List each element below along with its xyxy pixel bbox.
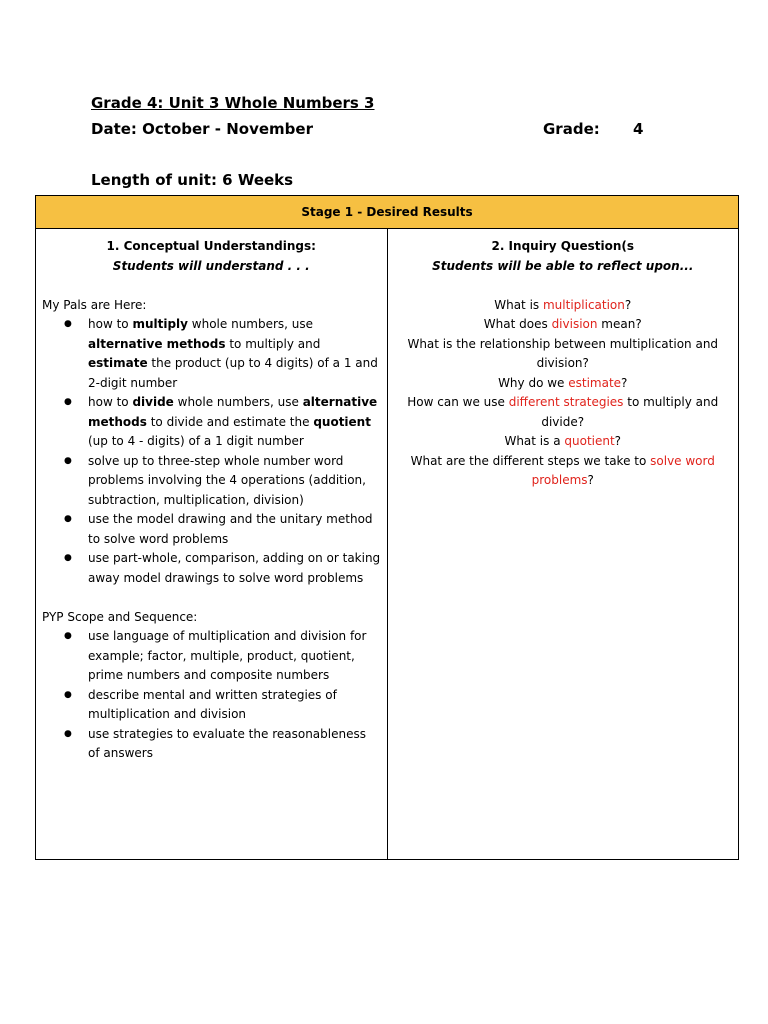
question-item: What is multiplication? [494,297,632,312]
inquiry-questions-cell [387,229,739,860]
conceptual-heading: 1. Conceptual Understandings: [106,239,316,253]
inquiry-heading-block [398,237,729,276]
conceptual-understandings-cell [36,229,388,860]
date-line: Date: October - November [91,120,313,138]
unit-plan-table [35,195,739,860]
list-item: ● use strategies to evaluate the reasonableness of answers [88,725,381,764]
section-label-my-pals: My Pals are Here: [42,297,147,312]
conceptual-subheading: Students will understand . . . [112,258,310,273]
inquiry-heading: 2. Inquiry Question(s [491,239,635,253]
inquiry-subheading: Students will be able to reflect upon... [432,258,694,273]
grade-label: Grade: [543,120,600,138]
stage-header: Stage 1 - Desired Results [36,196,739,229]
list-item: ● use part-whole, comparison, adding on or taking away model drawings to solve word problems [88,549,381,588]
document-title: Grade 4: Unit 3 Whole Numbers 3 [91,94,375,112]
question-item: How can we use different strategies to multiply and divide? [407,395,719,429]
list-item: ● solve up to three-step whole number word problems involving the 4 operations (addition, subtraction, multiplication, division) [88,452,381,511]
conceptual-heading-block [42,237,381,276]
question-item: What does division mean? [483,317,642,331]
question-item: What are the different steps we take to solve word problems? [410,453,715,487]
list-item: ● use the model drawing and the unitary method to solve word problems [88,510,381,549]
inquiry-question-list [398,296,729,491]
list-item: ● how to divide whole numbers, use alternative methods to divide and estimate the quotient (up to 4 - digits) of a 1 digit number [88,393,381,452]
list-item: ● how to multiply whole numbers, use alternative methods to multiply and estimate the product (up to 4 digits) of a 1 and 2-digit number [88,315,381,393]
question-item: Why do we estimate? [498,375,628,390]
my-pals-list [42,315,381,588]
grade-value: 4 [633,120,644,138]
question-item: What is a quotient? [504,434,622,448]
list-item: ● use language of multiplication and division for example; factor, multiple, product, quotient, prime numbers and composite numbers [88,627,381,686]
list-item: ● describe mental and written strategies of multiplication and division [88,686,381,725]
question-item: What is the relationship between multiplication and division? [407,336,719,370]
unit-length: Length of unit: 6 Weeks [91,171,294,189]
pyp-list [42,627,381,764]
section-label-pyp: PYP Scope and Sequence: [42,609,198,624]
